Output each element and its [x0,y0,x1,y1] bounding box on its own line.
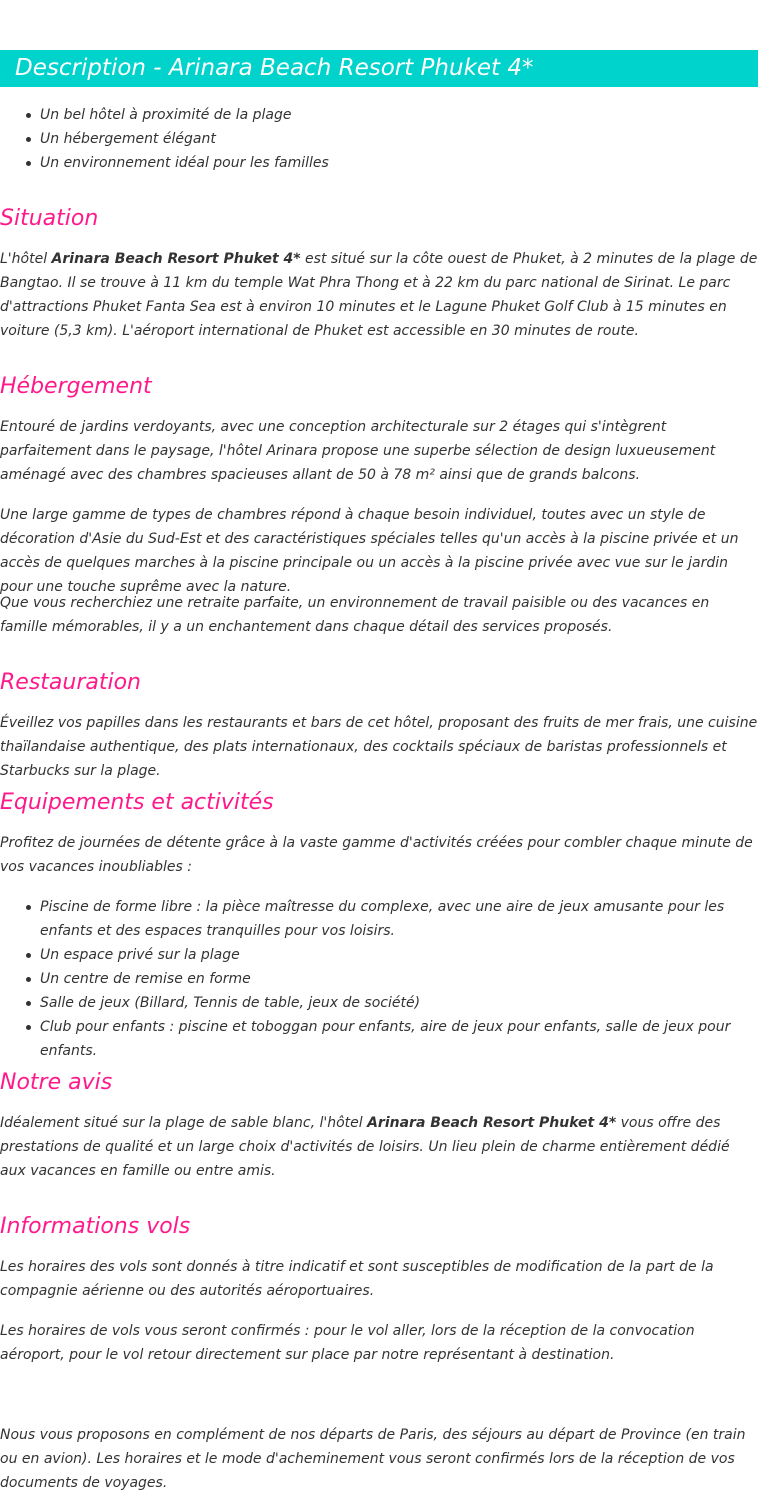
avis-text-end: vous offre des prestations de qualité et un large choix d'activités de loisirs. Un lieu plein de charme entièrement dédié aux vacances en famille ou entre amis. [0,1115,730,1179]
hebergement-paragraph-3: Que vous recherchiez une retraite parfaite, un environnement de travail paisible ou des vacances en famille mémorables, il y a un enchantement dans chaque détail des services proposés. [0,595,710,635]
description-banner-title: Description - Arinara Beach Resort Phuket 4* [0,50,758,87]
list-item: Un hébergement élégant [0,127,758,151]
situation-hotel-name: Arinara Beach Resort Phuket 4* [51,251,301,267]
hebergement-paragraph-2: Une large gamme de types de chambres répond à chaque besoin individuel, toutes avec un style de décoration d'Asie du Sud-Est et des caractéristiques spéciales telles qu'un accès à la piscine privée et un accès de quelques marches à la piscine principale ou un accès à la piscine privée avec vue sur le jardin pour une touche suprême avec la nature. [0,507,739,595]
list-item: Club pour enfants : piscine et toboggan pour enfants, aire de jeux pour enfants, salle de jeux pour enfants. [0,1015,758,1063]
list-item: Un environnement idéal pour les familles [0,151,758,175]
hebergement-heading: Hébergement [0,374,152,399]
list-item: Un centre de remise en forme [0,967,758,991]
situation-paragraph [0,247,758,343]
restauration-heading: Restauration [0,670,142,695]
avis-hotel-name: Arinara Beach Resort Phuket 4* [367,1115,617,1131]
equipements-heading: Equipements et activités [0,790,274,815]
avis-heading: Notre avis [0,1070,113,1095]
situation-text-start: L'hôtel [0,251,52,267]
restauration-paragraph: Éveillez vos papilles dans les restaurants et bars de cet hôtel, proposant des fruits de mer frais, une cuisine thaïlandaise authentique, des plats internationaux, des cocktails spéciaux de baristas professionnels et Starbucks sur la plage. [0,715,758,779]
vols-heading: Informations vols [0,1214,191,1239]
situation-heading: Situation [0,206,99,231]
equipements-intro: Profitez de journées de détente grâce à la vaste gamme d'activités créées pour combler chaque minute de vos vacances inoubliables : [0,835,753,875]
vols-paragraph-1: Les horaires des vols sont donnés à titre indicatif et sont susceptibles de modification de la part de la compagnie aérienne ou des autorités aéroportuaires. [0,1259,714,1299]
list-item: Piscine de forme libre : la pièce maîtresse du complexe, avec une aire de jeux amusante pour les enfants et des espaces tranquilles pour vos loisirs. [0,895,758,943]
vols-paragraph-2: Les horaires de vols vous seront confirmés : pour le vol aller, lors de la réception de la convocation aéroport, pour le vol retour directement sur place par notre représentant à destination. [0,1323,695,1363]
intro-bullet-list [0,103,758,175]
avis-paragraph [0,1111,758,1183]
list-item: Un espace privé sur la plage [0,943,758,967]
equipements-list [0,895,758,1063]
situation-text-end: est situé sur la côte ouest de Phuket, à 2 minutes de la plage de Bangtao. Il se trouve à 11 km du temple Wat Phra Thong et à 22 km du parc national de Sirinat. Le parc d'attractions Phuket Fanta Sea est à environ 10 minutes et le Lagune Phuket Golf Club à 15 minutes en voiture (5,3 km). L'aéroport international de Phuket est accessible en 30 minutes de route. [0,251,758,339]
list-item: Un bel hôtel à proximité de la plage [0,103,758,127]
avis-text-start: Idéalement situé sur la plage de sable blanc, l'hôtel [0,1115,368,1131]
hebergement-paragraph-1: Entouré de jardins verdoyants, avec une conception architecturale sur 2 étages qui s'intègrent parfaitement dans le paysage, l'hôtel Arinara propose une superbe sélection de design luxueusement aménagé avec des chambres spacieuses allant de 50 à 78 m² ainsi que de grands balcons. [0,419,716,483]
list-item: Salle de jeux (Billard, Tennis de table, jeux de société) [0,991,758,1015]
vols-paragraph-3: Nous vous proposons en complément de nos départs de Paris, des séjours au départ de Province (en train ou en avion). Les horaires et le mode d'acheminement vous seront confirmés lors de la réception de vos documents de voyages. [0,1427,746,1491]
